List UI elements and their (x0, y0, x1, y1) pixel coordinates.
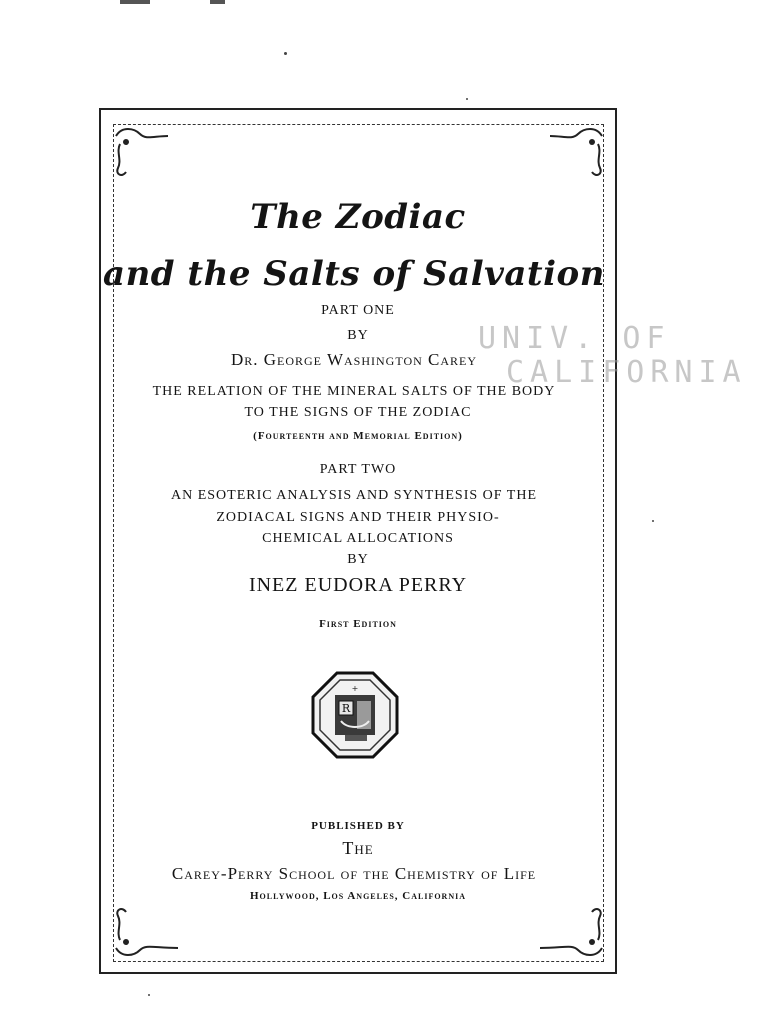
part-one-edition: (Fourteenth and Memorial Edition) (253, 430, 463, 442)
publisher-seal-icon (311, 671, 399, 759)
scan-speck (284, 52, 287, 55)
scan-speck (148, 994, 150, 996)
scan-speck (120, 0, 270, 4)
published-by-label: PUBLISHED BY (311, 820, 405, 832)
svg-text:+: + (351, 684, 359, 693)
part-two-subtitle-2: ZODIACAL SIGNS AND THEIR PHYSIO- (216, 510, 500, 525)
part-one-by: BY (347, 328, 369, 343)
library-stamp (478, 322, 747, 390)
part-one-subtitle-2: TO THE SIGNS OF THE ZODIAC (244, 405, 472, 420)
library-stamp-line-1: UNIV. OF (478, 321, 671, 356)
top-right-ornament-icon (546, 122, 606, 180)
part-one-author: Dr. George Washington Carey (230, 350, 478, 369)
publisher-address: Hollywood, Los Angeles, California (250, 890, 466, 902)
part-two-author: INEZ EUDORA PERRY (248, 574, 468, 596)
part-one-heading: PART ONE (321, 303, 395, 318)
title-line-1: The Zodiac (250, 197, 466, 237)
bottom-right-ornament-icon (536, 904, 606, 962)
scan-speck (466, 98, 468, 100)
bottom-left-ornament-icon (112, 904, 182, 962)
publisher-name: Carey-Perry School of the Chemistry of Life (171, 864, 537, 883)
library-stamp-line-2: CALIFORNIA (506, 355, 747, 390)
svg-text:R: R (341, 702, 351, 715)
part-two-edition: First Edition (319, 618, 397, 630)
part-two-subtitle-1: AN ESOTERIC ANALYSIS AND SYNTHESIS OF THE (170, 488, 538, 503)
title-line-2: and the Salts of Salvation (103, 254, 605, 294)
part-two-subtitle-3: CHEMICAL ALLOCATIONS (262, 531, 454, 546)
scan-speck (652, 520, 654, 522)
part-two-heading: PART TWO (319, 462, 397, 477)
top-left-ornament-icon (112, 122, 172, 180)
publisher-the: The (342, 838, 374, 858)
part-two-by: BY (347, 552, 369, 567)
part-one-subtitle-1: THE RELATION OF THE MINERAL SALTS OF THE BODY (152, 384, 556, 399)
